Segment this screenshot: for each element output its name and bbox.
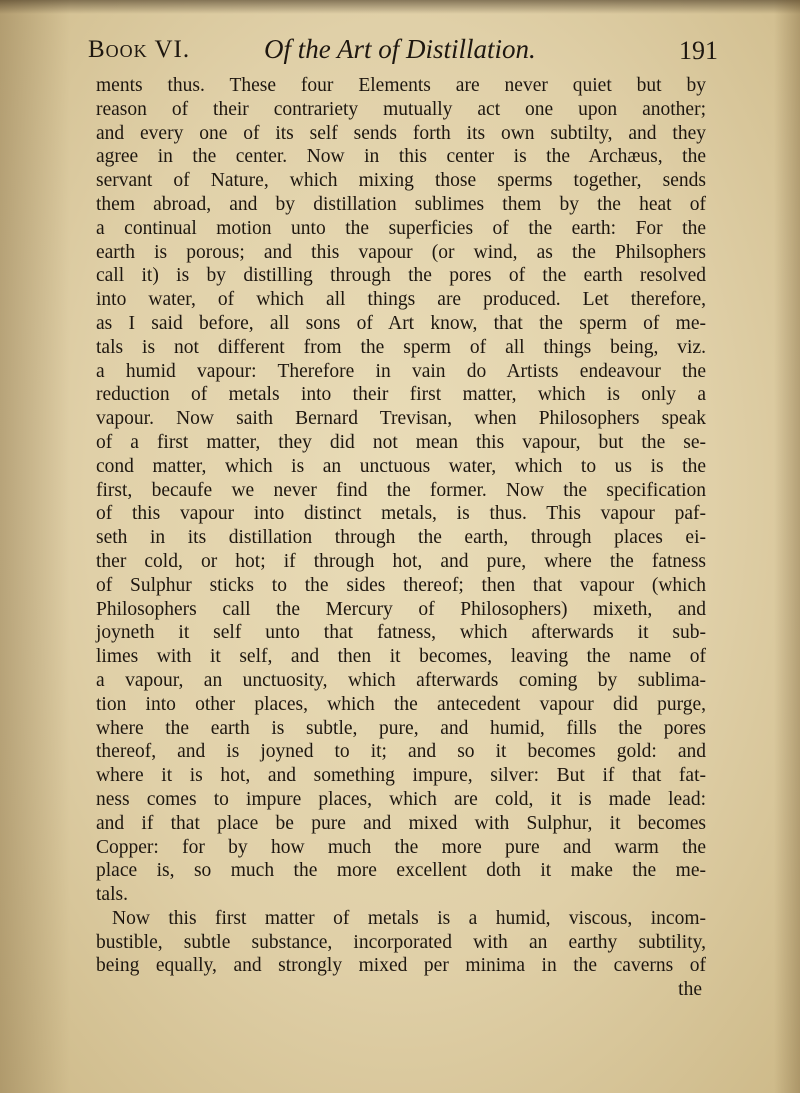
- text-line: where it is hot, and something impure, silver: But if that fat-: [96, 765, 706, 787]
- text-line: being equally, and strongly mixed per minima in the caverns of: [96, 955, 706, 977]
- catchword: the: [678, 979, 702, 1001]
- text-line: Philosophers call the Mercury of Philosophers) mixeth, and: [96, 598, 706, 620]
- text-line: tals.: [96, 884, 128, 906]
- text-line: bustible, subtle substance, incorporated with an earthy subtility,: [96, 931, 706, 953]
- text-line: Copper: for by how much the more pure and warm the: [96, 836, 706, 858]
- text-line: tals is not different from the sperm of all things being, viz.: [96, 336, 706, 358]
- binding-shadow: [0, 0, 70, 1093]
- text-line: first, becaufe we never find the former. Now the specification: [96, 479, 706, 501]
- text-line: ther cold, or hot; if through hot, and pure, where the fatness: [96, 550, 706, 572]
- text-line: reason of their contrariety mutually act one upon another;: [96, 98, 706, 120]
- text-line: into water, of which all things are produced. Let therefore,: [96, 289, 706, 311]
- top-edge-shadow: [0, 0, 800, 14]
- text-line: a vapour, an unctuosity, which afterwards coming by sublima-: [96, 669, 706, 691]
- text-line: call it) is by distilling through the pores of the earth resolved: [96, 265, 706, 287]
- text-line: ments thus. These four Elements are never quiet but by: [96, 75, 706, 96]
- text-line: servant of Nature, which mixing those sperms together, sends: [96, 170, 706, 192]
- running-header: [88, 30, 718, 74]
- running-title: Of the Art of Distillation.: [264, 34, 536, 64]
- text-line: place is, so much the more excellent doth it make the me-: [96, 860, 706, 882]
- text-line: Now this first matter of metals is a humid, viscous, incom-: [112, 907, 706, 929]
- text-line: reduction of metals into their first matter, which is only a: [96, 384, 706, 406]
- text-line: and every one of its self sends forth its own subtilty, and they: [96, 122, 706, 144]
- text-line: cond matter, which is an unctuous water, which to us is the: [96, 455, 706, 477]
- book-label: Book VI.: [88, 36, 191, 63]
- page-number: 191: [679, 36, 718, 65]
- text-line: of Sulphur sticks to the sides thereof; then that vapour (which: [96, 574, 706, 596]
- text-line: of a first matter, they did not mean this vapour, but the se-: [96, 431, 706, 453]
- text-line: seth in its distillation through the earth, through places ei-: [96, 527, 706, 549]
- right-edge-shadow: [774, 0, 800, 1093]
- text-line: joyneth it self unto that fatness, which afterwards it sub-: [96, 622, 706, 644]
- text-line: as I said before, all sons of Art know, that the sperm of me-: [96, 312, 706, 334]
- text-line: them abroad, and by distillation sublimes them by the heat of: [96, 193, 706, 215]
- text-line: and if that place be pure and mixed with Sulphur, it becomes: [96, 812, 706, 834]
- text-line: agree in the center. Now in this center is the Archæus, the: [96, 146, 706, 168]
- text-line: of this vapour into distinct metals, is thus. This vapour paf-: [96, 503, 706, 525]
- text-line: ness comes to impure places, which are cold, it is made lead:: [96, 788, 706, 810]
- text-line: limes with it self, and then it becomes, leaving the name of: [96, 646, 706, 668]
- text-line: a humid vapour: Therefore in vain do Artists endeavour the: [96, 360, 706, 382]
- text-line: a continual motion unto the superficies of the earth: For the: [96, 217, 706, 239]
- text-line: vapour. Now saith Bernard Trevisan, when Philosophers speak: [96, 408, 706, 430]
- text-line: where the earth is subtle, pure, and humid, fills the pores: [96, 717, 706, 739]
- body-text: [96, 74, 706, 1002]
- text-line: thereof, and is joyned to it; and so it becomes gold: and: [96, 741, 706, 763]
- text-line: tion into other places, which the antecedent vapour did purge,: [96, 693, 706, 715]
- text-line: earth is porous; and this vapour (or wind, as the Philsophers: [96, 241, 706, 263]
